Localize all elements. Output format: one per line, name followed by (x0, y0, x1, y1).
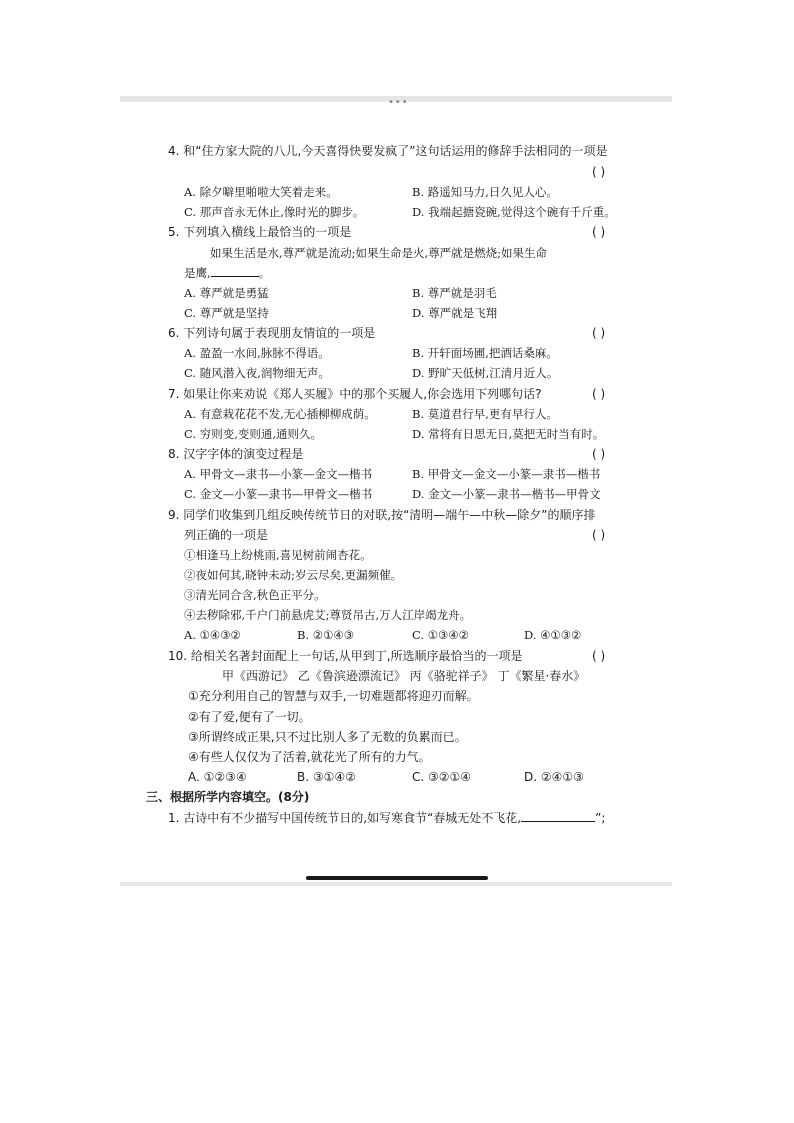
q5-option-c: C. 尊严就是坚持 (184, 306, 269, 320)
section-3-q1 (168, 810, 605, 826)
section-3-q1-end: ”; (595, 811, 606, 825)
q9-stem-line2: 列正确的一项是 (184, 528, 269, 542)
q4-option-c: C. 那声音永无休止,像时光的脚步。 (184, 205, 365, 219)
q6-stem: 6. 下列诗句属于表现朋友情谊的一项是 (168, 326, 376, 340)
q10-stem: 10. 给相关名著封面配上一句话,从甲到丁,所选顺序最恰当的一项是 (168, 649, 523, 663)
q8-option-a: A. 甲骨文—隶书—小篆—金文—楷书 (184, 467, 373, 481)
q10-item-4: ④有些人仅仅为了活着,就花光了所有的力气。 (188, 750, 431, 764)
q10-answer-paren: ( ) (592, 649, 606, 663)
q9-item-4: ④去秽除邪,千户门前悬虎艾;尊贤吊古,万人江岸竭龙舟。 (184, 608, 472, 622)
q10-item-3: ③所谓终成正果,只不过比别人多了无数的负累而已。 (188, 730, 467, 744)
more-icon[interactable]: ••• (388, 97, 409, 108)
q5-passage-post: 。 (258, 266, 271, 280)
q8-answer-paren: ( ) (592, 447, 606, 461)
page-bottom-edge (120, 882, 672, 886)
q10-book-list: 甲《西游记》 乙《鲁滨逊漂流记》 丙《骆驼祥子》 丁《繁星·春水》 (222, 669, 586, 683)
q5-option-b: B. 尊严就是羽毛 (412, 286, 497, 300)
q7-option-c: C. 穷则变,变则通,通则久。 (184, 427, 323, 441)
q10-option-b: B. ③①④② (297, 770, 356, 784)
q8-stem: 8. 汉字字体的演变过程是 (168, 447, 304, 461)
q4-answer-paren: ( ) (592, 165, 606, 179)
q5-answer-paren: ( ) (592, 225, 606, 239)
q10-item-1: ①充分利用自己的智慧与双手,一切难题都将迎刃而解。 (188, 689, 479, 703)
q6-option-a: A. 盈盈一水间,脉脉不得语。 (184, 346, 330, 360)
q5-passage-pre: 是鹰, (184, 266, 211, 280)
q8-option-c: C. 金文—小篆—隶书—甲骨文—楷书 (184, 487, 373, 501)
q6-option-d: D. 野旷天低树,江清月近人。 (412, 366, 559, 380)
q7-option-b: B. 莫道君行早,更有早行人。 (412, 407, 558, 421)
section-3-heading: 三、根据所学内容填空。(8分) (146, 790, 310, 804)
q4-option-a: A. 除夕噼里啪啦大笑着走来。 (184, 185, 338, 199)
q9-stem-line1: 9. 同学们收集到几组反映传统节日的对联,按“清明—端午—中秋—除夕”的顺序排 (168, 508, 596, 522)
q5-passage-line2 (184, 265, 270, 281)
q8-option-b: B. 甲骨文—金文—小篆—隶书—楷书 (412, 467, 601, 481)
q6-option-c: C. 随风潜入夜,润物细无声。 (184, 366, 330, 380)
q9-option-c: C. ①③④② (412, 628, 469, 642)
q7-option-d: D. 常将有日思无日,莫把无时当有时。 (412, 427, 605, 441)
q5-passage-line1: 如果生活是水,尊严就是流动;如果生命是火,尊严就是燃烧;如果生命 (210, 246, 548, 260)
q9-option-b: B. ②①④③ (297, 628, 355, 642)
q5-option-d: D. 尊严就是飞翔 (412, 306, 498, 320)
q7-stem: 7. 如果让你来劝说《郑人买履》中的那个买履人,你会选用下列哪句话? (168, 387, 542, 401)
q8-option-d: D. 金文—小篆—隶书—楷书—甲骨文 (412, 487, 601, 501)
q9-option-a: A. ①④③② (184, 628, 241, 642)
q7-option-a: A. 有意栽花花不发,无心插柳柳成荫。 (184, 407, 376, 421)
q5-option-a: A. 尊严就是勇猛 (184, 286, 269, 300)
q9-option-d: D. ④①③② (524, 628, 582, 642)
q9-item-3: ③清光同合含,秋色正平分。 (184, 588, 326, 602)
q10-option-a: A. ①②③④ (188, 770, 247, 784)
section-3-q1-text: 1. 古诗中有不少描写中国传统节日的,如写寒食节“春城无处不飞花, (168, 811, 522, 825)
q9-answer-paren: ( ) (592, 528, 606, 542)
q6-answer-paren: ( ) (592, 326, 606, 340)
q10-option-c: C. ③②①④ (412, 770, 472, 784)
q6-option-b: B. 开轩面场圃,把酒话桑麻。 (412, 346, 558, 360)
q5-fill-blank (211, 265, 259, 277)
q4-option-d: D. 我端起搪瓷碗,觉得这个碗有千斤重。 (412, 205, 616, 219)
q10-option-d: D. ②④①③ (524, 770, 584, 784)
section-3-q1-blank (521, 810, 595, 822)
q9-item-2: ②夜如何其,晓钟未动;岁云尽矣,更漏频催。 (184, 568, 403, 582)
home-indicator[interactable] (306, 876, 488, 880)
q4-option-b: B. 路遥知马力,日久见人心。 (412, 185, 558, 199)
q9-item-1: ①相逢马上纷桃雨,喜见树前闹杏花。 (184, 548, 372, 562)
q10-item-2: ②有了爱,便有了一切。 (188, 710, 311, 724)
q5-stem: 5. 下列填入横线上最恰当的一项是 (168, 225, 352, 239)
q4-stem: 4. 和“住方家大院的八儿,今天喜得快要发疯了”这句话运用的修辞手法相同的一项是 (168, 144, 608, 158)
q7-answer-paren: ( ) (592, 387, 606, 401)
